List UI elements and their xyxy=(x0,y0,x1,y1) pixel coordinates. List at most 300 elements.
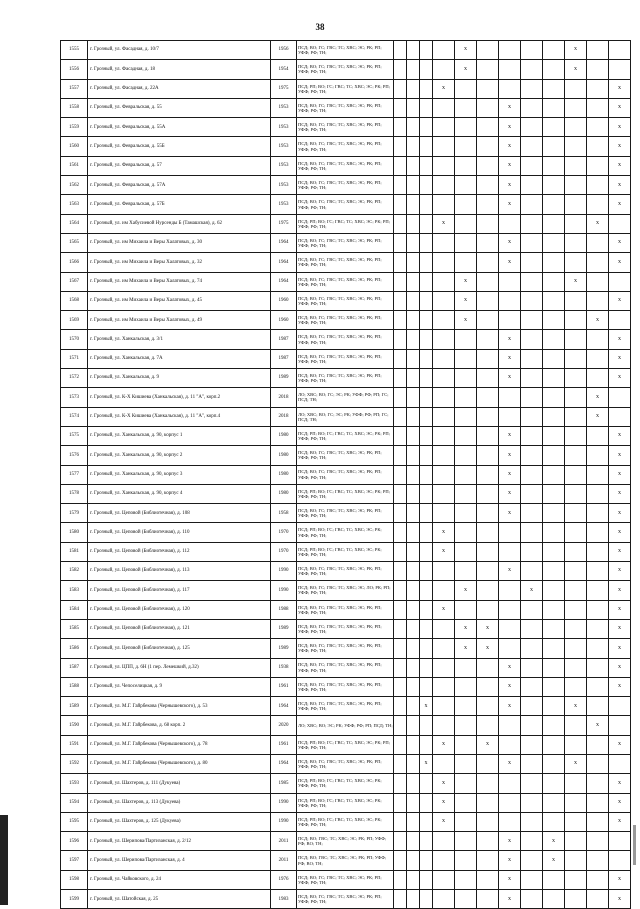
schedule-mark-cell xyxy=(394,677,407,696)
schedule-mark-cell xyxy=(394,291,407,310)
schedule-mark-cell xyxy=(587,870,609,889)
schedule-mark-cell xyxy=(565,851,587,870)
schedule-mark-cell xyxy=(455,832,477,851)
works-list-cell: ПСД; ВО; ГС; ГВС; ТС; ХВС; ЭС; РК; РП; УФФ; РФ; ТН; xyxy=(297,98,394,117)
schedule-mark-cell xyxy=(499,523,521,542)
works-list-cell: ПСД; ВО; ГС; ГВС; ТС; ХВС; ЭС; РК; РП; УФФ; РФ; ТН; xyxy=(297,369,394,388)
schedule-mark-cell xyxy=(407,233,420,252)
schedule-mark-cell xyxy=(420,214,433,233)
row-number-cell: 1569 xyxy=(61,311,88,330)
address-cell: г. Грозный, ул. М.Г. Гайрбекова (Чернышевского), д. 80 xyxy=(88,754,271,773)
schedule-mark-cell xyxy=(433,465,455,484)
schedule-mark-cell xyxy=(477,388,499,407)
schedule-mark-cell xyxy=(521,446,543,465)
works-list-cell: ПСД; ВО; ГС; ГВС; ТС; ХВС; ЭС; ЛО; РК; РП; УФФ; РФ; ТН; xyxy=(297,581,394,600)
address-cell: г. Грозный, ул. Шахтеров, д. 125 (Дукуева) xyxy=(88,812,271,831)
schedule-mark-cell xyxy=(394,793,407,812)
schedule-mark-cell xyxy=(543,118,565,137)
schedule-mark-cell xyxy=(521,233,543,252)
row-number-cell: 1586 xyxy=(61,639,88,658)
schedule-mark-cell xyxy=(420,253,433,272)
table-row xyxy=(61,581,631,600)
address-cell: г. Грозный, ул. Цеповой (Библиотечная), д. 117 xyxy=(88,581,271,600)
schedule-mark-cell xyxy=(521,98,543,117)
year-built-cell: 1953 xyxy=(271,195,297,214)
table-row xyxy=(61,542,631,561)
schedule-mark-cell xyxy=(407,253,420,272)
address-cell: г. Грозный, ул. Февральская, д. 55А xyxy=(88,118,271,137)
row-number-cell: 1589 xyxy=(61,697,88,716)
schedule-mark-cell xyxy=(394,774,407,793)
year-built-cell: 1980 xyxy=(271,446,297,465)
schedule-mark-cell xyxy=(521,176,543,195)
schedule-mark-cell xyxy=(407,851,420,870)
schedule-mark-cell xyxy=(477,812,499,831)
schedule-mark-cell xyxy=(407,812,420,831)
schedule-mark-cell xyxy=(477,98,499,117)
schedule-mark-cell xyxy=(394,870,407,889)
schedule-mark-cell xyxy=(420,272,433,291)
schedule-mark-cell xyxy=(455,98,477,117)
schedule-mark-cell xyxy=(433,156,455,175)
schedule-mark-cell: x xyxy=(455,581,477,600)
schedule-mark-cell xyxy=(433,176,455,195)
schedule-mark-cell xyxy=(565,542,587,561)
schedule-mark-cell xyxy=(565,98,587,117)
schedule-mark-cell xyxy=(455,118,477,137)
schedule-mark-cell xyxy=(587,465,609,484)
schedule-mark-cell: x xyxy=(499,156,521,175)
schedule-mark-cell: x xyxy=(609,98,631,117)
schedule-mark-cell xyxy=(609,851,631,870)
schedule-mark-cell xyxy=(477,581,499,600)
schedule-mark-cell xyxy=(565,79,587,98)
schedule-mark-cell xyxy=(420,465,433,484)
address-cell: г. Грозный, ул. Цеповой (Библиотечная), д. 112 xyxy=(88,542,271,561)
schedule-mark-cell xyxy=(543,330,565,349)
year-built-cell: 1953 xyxy=(271,118,297,137)
schedule-mark-cell xyxy=(565,156,587,175)
scan-edge-shadow xyxy=(0,815,8,905)
works-list-cell: ПСД; РП; ВО; ГС; ГВС; ТС; ХВС; ЭС; РК; РП; УФФ; РФ; ТН; xyxy=(297,79,394,98)
table-row xyxy=(61,156,631,175)
schedule-mark-cell xyxy=(407,137,420,156)
schedule-mark-cell: x xyxy=(609,291,631,310)
schedule-mark-cell xyxy=(477,407,499,426)
year-built-cell: 2018 xyxy=(271,407,297,426)
works-list-cell: ЛО; ХВС; ВО; ЭС; РК; УФФ; РФ; РП; ПСД; ТН; xyxy=(297,716,394,735)
schedule-mark-cell xyxy=(455,542,477,561)
schedule-mark-cell xyxy=(543,369,565,388)
schedule-mark-cell xyxy=(543,233,565,252)
schedule-mark-cell xyxy=(587,137,609,156)
table-row xyxy=(61,639,631,658)
schedule-mark-cell xyxy=(521,118,543,137)
row-number-cell: 1592 xyxy=(61,754,88,773)
year-built-cell: 2018 xyxy=(271,388,297,407)
schedule-mark-cell xyxy=(477,79,499,98)
row-number-cell: 1575 xyxy=(61,426,88,445)
schedule-mark-cell xyxy=(455,754,477,773)
table-row xyxy=(61,272,631,291)
works-list-cell: ПСД; РП; ВО; ГС; ГВС; ТС; ХВС; ЭС; РК; УФФ; РФ; ТН; xyxy=(297,542,394,561)
schedule-mark-cell: x xyxy=(499,484,521,503)
schedule-mark-cell xyxy=(521,426,543,445)
schedule-mark-cell: x xyxy=(565,41,587,60)
schedule-mark-cell: x xyxy=(433,793,455,812)
table-row xyxy=(61,79,631,98)
schedule-mark-cell xyxy=(394,735,407,754)
schedule-mark-cell xyxy=(407,407,420,426)
schedule-mark-cell xyxy=(521,407,543,426)
works-list-cell: ПСД; ВО; ГС; ГВС; ТС; ХВС; ЭС; РК; РП; УФФ; РФ; ТН; xyxy=(297,233,394,252)
schedule-mark-cell xyxy=(565,619,587,638)
schedule-mark-cell: x xyxy=(455,291,477,310)
schedule-mark-cell xyxy=(521,716,543,735)
schedule-mark-cell xyxy=(587,581,609,600)
schedule-mark-cell xyxy=(477,60,499,79)
schedule-mark-cell xyxy=(433,426,455,445)
table-row xyxy=(61,523,631,542)
schedule-mark-cell xyxy=(433,619,455,638)
row-number-cell: 1558 xyxy=(61,98,88,117)
schedule-mark-cell xyxy=(477,465,499,484)
schedule-mark-cell xyxy=(407,774,420,793)
schedule-mark-cell xyxy=(394,388,407,407)
works-list-cell: ПСД; ВО; ГС; ГВС; ТС; ХВС; ЭС; РК; РП; УФФ; РФ; ТН; xyxy=(297,291,394,310)
schedule-mark-cell xyxy=(477,253,499,272)
schedule-mark-cell xyxy=(394,812,407,831)
address-cell: г. Грозный, ул. Ханкальская, д. 7А xyxy=(88,349,271,368)
schedule-mark-cell xyxy=(477,754,499,773)
schedule-mark-cell xyxy=(499,619,521,638)
schedule-mark-cell xyxy=(394,195,407,214)
schedule-mark-cell xyxy=(499,581,521,600)
schedule-mark-cell xyxy=(543,697,565,716)
schedule-mark-cell xyxy=(477,600,499,619)
table-row xyxy=(61,426,631,445)
schedule-mark-cell xyxy=(587,484,609,503)
schedule-mark-cell xyxy=(499,716,521,735)
year-built-cell: 1989 xyxy=(271,639,297,658)
schedule-mark-cell xyxy=(477,349,499,368)
schedule-mark-cell xyxy=(433,98,455,117)
schedule-mark-cell: x xyxy=(543,832,565,851)
schedule-mark-cell xyxy=(587,233,609,252)
schedule-mark-cell xyxy=(565,195,587,214)
row-number-cell: 1557 xyxy=(61,79,88,98)
schedule-mark-cell xyxy=(587,697,609,716)
schedule-mark-cell xyxy=(394,562,407,581)
address-cell: г. Грозный, ул. Февральская, д. 57А xyxy=(88,176,271,195)
works-list-cell: ПСД; РП; ВО; ГС; ГВС; ТС; ХВС; ЭС; РК; РП; УФФ; РФ; ТН; xyxy=(297,426,394,445)
schedule-mark-cell xyxy=(433,349,455,368)
schedule-mark-cell xyxy=(609,272,631,291)
schedule-mark-cell xyxy=(394,851,407,870)
table-row xyxy=(61,697,631,716)
schedule-mark-cell: x xyxy=(609,562,631,581)
schedule-mark-cell xyxy=(477,677,499,696)
schedule-mark-cell: x xyxy=(609,176,631,195)
schedule-mark-cell: x xyxy=(609,735,631,754)
schedule-mark-cell xyxy=(420,79,433,98)
table-row xyxy=(61,195,631,214)
schedule-mark-cell xyxy=(587,272,609,291)
schedule-mark-cell xyxy=(609,41,631,60)
schedule-mark-cell xyxy=(455,562,477,581)
schedule-mark-cell xyxy=(455,253,477,272)
address-cell: г. Грозный, ул. им Хабусиевой Нурсенды Б (Тамашская), д. 62 xyxy=(88,214,271,233)
schedule-mark-cell: x xyxy=(609,658,631,677)
schedule-mark-cell xyxy=(521,523,543,542)
schedule-mark-cell: x xyxy=(587,388,609,407)
schedule-mark-cell xyxy=(433,60,455,79)
schedule-mark-cell xyxy=(609,407,631,426)
table-row xyxy=(61,812,631,831)
table-row xyxy=(61,311,631,330)
schedule-mark-cell xyxy=(433,253,455,272)
schedule-mark-cell xyxy=(565,832,587,851)
address-cell: г. Грозный, ул. Ханкальская, д. 90, корпус 3 xyxy=(88,465,271,484)
schedule-mark-cell xyxy=(477,272,499,291)
schedule-mark-cell xyxy=(543,542,565,561)
schedule-mark-cell xyxy=(407,832,420,851)
schedule-mark-cell xyxy=(587,735,609,754)
schedule-mark-cell xyxy=(543,156,565,175)
schedule-mark-cell xyxy=(477,504,499,523)
schedule-mark-cell: x xyxy=(565,754,587,773)
schedule-mark-cell xyxy=(521,330,543,349)
schedule-mark-cell: x xyxy=(609,349,631,368)
schedule-mark-cell: x xyxy=(587,214,609,233)
schedule-mark-cell xyxy=(420,388,433,407)
schedule-mark-cell xyxy=(565,446,587,465)
schedule-mark-cell xyxy=(433,195,455,214)
schedule-mark-cell xyxy=(609,311,631,330)
schedule-mark-cell xyxy=(565,870,587,889)
schedule-mark-cell xyxy=(543,812,565,831)
address-cell: г. Грозный, ул. Шерипова/Партизанская, д. 2/12 xyxy=(88,832,271,851)
address-cell: г. Грозный, ул. им Михаила и Веры Халатовых, д. 74 xyxy=(88,272,271,291)
schedule-mark-cell: x xyxy=(433,79,455,98)
schedule-mark-cell xyxy=(565,504,587,523)
schedule-mark-cell xyxy=(565,716,587,735)
schedule-mark-cell xyxy=(565,484,587,503)
schedule-mark-cell xyxy=(521,79,543,98)
schedule-mark-cell: x xyxy=(499,562,521,581)
address-cell: г. Грозный, ул. Цеповой (Библиотечная), д. 120 xyxy=(88,600,271,619)
schedule-mark-cell xyxy=(420,41,433,60)
schedule-mark-cell: x xyxy=(477,619,499,638)
schedule-mark-cell xyxy=(394,214,407,233)
schedule-mark-cell: x xyxy=(609,523,631,542)
schedule-mark-cell xyxy=(420,195,433,214)
year-built-cell: 1989 xyxy=(271,369,297,388)
table-row xyxy=(61,349,631,368)
year-built-cell: 1956 xyxy=(271,41,297,60)
schedule-mark-cell xyxy=(420,581,433,600)
schedule-mark-cell xyxy=(521,774,543,793)
schedule-mark-cell xyxy=(521,388,543,407)
schedule-mark-cell: x xyxy=(609,581,631,600)
schedule-mark-cell xyxy=(587,41,609,60)
schedule-mark-cell xyxy=(521,619,543,638)
schedule-mark-cell xyxy=(587,600,609,619)
year-built-cell: 1964 xyxy=(271,253,297,272)
schedule-mark-cell xyxy=(499,311,521,330)
works-list-cell: ПСД; РП; ВО; ГС; ГВС; ТС; ХВС; ЭС; РК; РП; УФФ; РФ; ТН; xyxy=(297,484,394,503)
schedule-mark-cell: x xyxy=(609,330,631,349)
schedule-mark-cell xyxy=(565,330,587,349)
schedule-mark-cell xyxy=(394,504,407,523)
schedule-mark-cell xyxy=(587,562,609,581)
schedule-mark-cell xyxy=(499,407,521,426)
works-list-cell: ЛО; ХВС; ВО; ГС; ЭС; РК; УФФ; РФ; РП; ГС; ПСД; ТН; xyxy=(297,388,394,407)
address-cell: г. Грозный, ул. Цеповой (Библиотечная), д. 113 xyxy=(88,562,271,581)
schedule-mark-cell xyxy=(543,176,565,195)
year-built-cell: 1960 xyxy=(271,311,297,330)
schedule-mark-cell xyxy=(543,253,565,272)
row-number-cell: 1572 xyxy=(61,369,88,388)
schedule-mark-cell: x xyxy=(455,639,477,658)
schedule-mark-cell: x xyxy=(565,60,587,79)
schedule-mark-cell xyxy=(455,870,477,889)
works-list-cell: ЛО; ХВС; ВО; ГС; ЭС; РК; УФФ; РФ; РП; ГС; ПСД; ТН; xyxy=(297,407,394,426)
schedule-mark-cell xyxy=(407,465,420,484)
address-cell: г. Грозный, ул. Февральская, д. 57Б xyxy=(88,195,271,214)
address-cell: г. Грозный, ул. Фасадная, д. 22А xyxy=(88,79,271,98)
schedule-mark-cell xyxy=(407,870,420,889)
works-list-cell: ПСД; ВО; ГС; ГВС; ТС; ХВС; ЭС; РК; РП; УФФ; РФ; ТН; xyxy=(297,60,394,79)
schedule-mark-cell xyxy=(543,774,565,793)
address-cell: г. Грозный, ул. Цеповой (Библиотечная), д. 110 xyxy=(88,523,271,542)
schedule-mark-cell xyxy=(420,716,433,735)
schedule-mark-cell: x xyxy=(609,426,631,445)
scan-side-mark xyxy=(633,825,636,865)
schedule-mark-cell xyxy=(521,253,543,272)
schedule-mark-cell xyxy=(420,812,433,831)
schedule-mark-cell xyxy=(477,311,499,330)
works-list-cell: ПСД; ВО; ГС; ГВС; ТС; ХВС; ЭС; РК; РП; УФФ; РФ; ТН; xyxy=(297,272,394,291)
works-list-cell: ПСД; ВО; ГС; ГВС; ТС; ХВС; ЭС; РК; РП; УФФ; РФ; ТН; xyxy=(297,562,394,581)
works-list-cell: ПСД; ВО; ГС; ГВС; ТС; ХВС; ЭС; РК; РП; УФФ; РФ; ТН; xyxy=(297,137,394,156)
schedule-mark-cell xyxy=(565,137,587,156)
schedule-mark-cell xyxy=(420,735,433,754)
year-built-cell: 1964 xyxy=(271,233,297,252)
schedule-mark-cell xyxy=(433,291,455,310)
row-number-cell: 1599 xyxy=(61,890,88,909)
row-number-cell: 1568 xyxy=(61,291,88,310)
address-cell: г. Грозный, ул. Ханкальская, д. 9 xyxy=(88,369,271,388)
schedule-mark-cell xyxy=(455,330,477,349)
schedule-mark-cell: x xyxy=(609,137,631,156)
schedule-mark-cell xyxy=(433,870,455,889)
schedule-mark-cell xyxy=(543,562,565,581)
schedule-mark-cell xyxy=(420,504,433,523)
schedule-mark-cell xyxy=(420,890,433,909)
table-row xyxy=(61,253,631,272)
schedule-mark-cell xyxy=(521,677,543,696)
schedule-mark-cell: x xyxy=(587,407,609,426)
schedule-mark-cell: x xyxy=(521,581,543,600)
table-row xyxy=(61,735,631,754)
schedule-mark-cell xyxy=(394,407,407,426)
row-number-cell: 1596 xyxy=(61,832,88,851)
schedule-mark-cell xyxy=(394,60,407,79)
schedule-mark-cell xyxy=(394,176,407,195)
buildings-registry-table xyxy=(60,40,631,909)
row-number-cell: 1577 xyxy=(61,465,88,484)
table-row xyxy=(61,369,631,388)
schedule-mark-cell xyxy=(407,176,420,195)
schedule-mark-cell xyxy=(433,562,455,581)
address-cell: г. Грозный, ул. Шахтеров, д. 111 (Дукуева) xyxy=(88,774,271,793)
schedule-mark-cell xyxy=(587,542,609,561)
works-list-cell: ПСД; ВО; ГС; ГВС; ТС; ХВС; ЭС; РК; РП; УФФ; РФ; ТН; xyxy=(297,330,394,349)
schedule-mark-cell xyxy=(499,812,521,831)
schedule-mark-cell xyxy=(587,619,609,638)
schedule-mark-cell xyxy=(394,890,407,909)
schedule-mark-cell xyxy=(521,272,543,291)
schedule-mark-cell: x xyxy=(609,774,631,793)
schedule-mark-cell xyxy=(394,233,407,252)
schedule-mark-cell xyxy=(587,812,609,831)
schedule-mark-cell xyxy=(394,98,407,117)
schedule-mark-cell xyxy=(477,369,499,388)
schedule-mark-cell xyxy=(565,774,587,793)
works-list-cell: ПСД; ВО; ГС; ГВС; ТС; ХВС; ЭС; РК; РП; УФФ; РФ; ТН; xyxy=(297,619,394,638)
schedule-mark-cell xyxy=(394,426,407,445)
works-list-cell: ПСД; ВО; ГС; ГВС; ТС; ХВС; ЭС; РК; РП; УФФ; РФ; ТН; xyxy=(297,677,394,696)
schedule-mark-cell: x xyxy=(455,60,477,79)
schedule-mark-cell xyxy=(394,465,407,484)
schedule-mark-cell xyxy=(407,735,420,754)
schedule-mark-cell: x xyxy=(433,774,455,793)
schedule-mark-cell xyxy=(543,504,565,523)
year-built-cell: 1987 xyxy=(271,330,297,349)
table-row xyxy=(61,870,631,889)
address-cell: г. Грозный, ул. Фасадная, д. 18 xyxy=(88,60,271,79)
address-cell: г. Грозный, ул. Цеповой (Библиотечная), д. 108 xyxy=(88,504,271,523)
table-row xyxy=(61,619,631,638)
year-built-cell: 1961 xyxy=(271,677,297,696)
schedule-mark-cell xyxy=(433,890,455,909)
schedule-mark-cell xyxy=(433,446,455,465)
schedule-mark-cell xyxy=(543,195,565,214)
schedule-mark-cell xyxy=(587,523,609,542)
schedule-mark-cell xyxy=(543,446,565,465)
year-built-cell: 1985 xyxy=(271,774,297,793)
schedule-mark-cell xyxy=(521,195,543,214)
schedule-mark-cell xyxy=(587,504,609,523)
schedule-mark-cell xyxy=(565,562,587,581)
schedule-mark-cell xyxy=(407,697,420,716)
schedule-mark-cell xyxy=(543,79,565,98)
schedule-mark-cell: x xyxy=(609,812,631,831)
works-list-cell: ПСД; ВО; ГС; ГВС; ТС; ХВС; ЭС; РК; РП; УФФ; РФ; ТН; xyxy=(297,697,394,716)
schedule-mark-cell xyxy=(521,639,543,658)
schedule-mark-cell xyxy=(394,581,407,600)
address-cell: г. Грозный, ул. Шахтеров, д. 113 (Дукуева) xyxy=(88,793,271,812)
row-number-cell: 1565 xyxy=(61,233,88,252)
address-cell: г. Грозный, ул. Чайковского, д. 24 xyxy=(88,870,271,889)
schedule-mark-cell xyxy=(455,504,477,523)
schedule-mark-cell xyxy=(433,581,455,600)
row-number-cell: 1579 xyxy=(61,504,88,523)
schedule-mark-cell: x xyxy=(499,118,521,137)
schedule-mark-cell xyxy=(420,98,433,117)
schedule-mark-cell xyxy=(407,542,420,561)
